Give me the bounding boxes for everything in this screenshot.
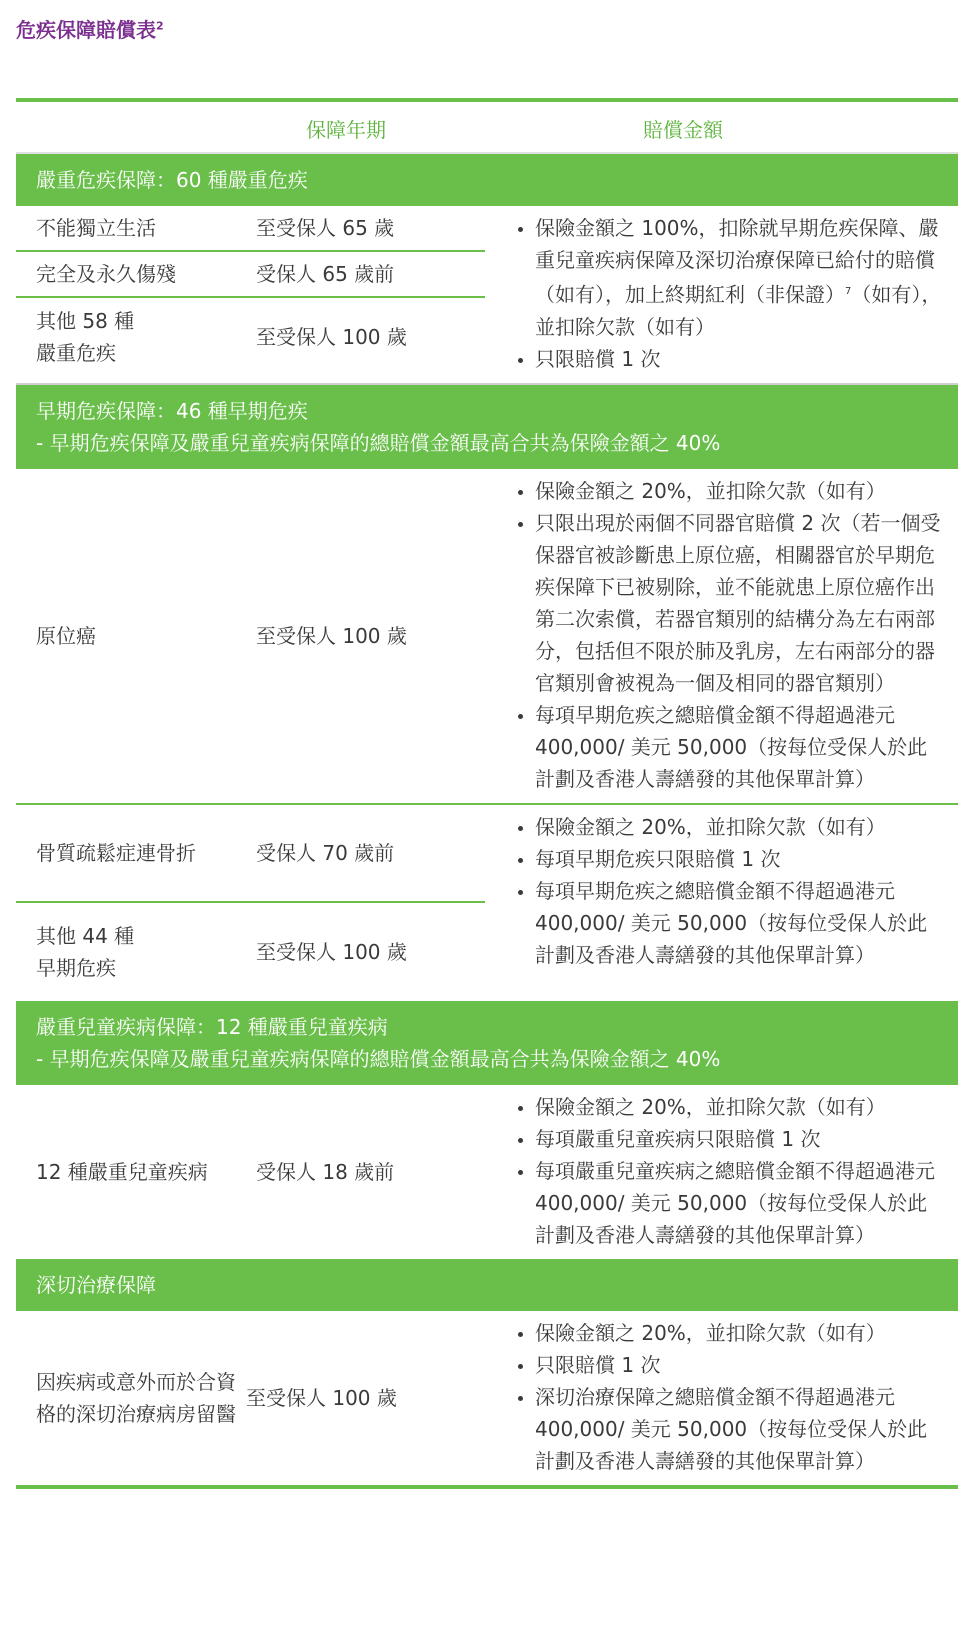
section-major	[16, 206, 958, 385]
major-amount	[485, 206, 958, 383]
row-name: 完全及永久傷殘	[36, 262, 176, 286]
child-amount	[485, 1085, 958, 1259]
early-cis-amount	[485, 469, 958, 803]
list-item: • 只限出現於兩個不同器官賠償 2 次（若一個受保器官被診斷患上原位癌，相關器官於早期危疾保障下已被剔除，並不能就患上原位癌作出第二次索償，若器官類別的結構分為左右兩部分，包括但不限於肺及乳房，左右兩部分的器官類別會被視為一個及相同的器官類別）	[535, 507, 946, 699]
row-name: 因疾病或意外而於合資格的深切治療病房留醫	[36, 1369, 236, 1426]
row-term: 至受保人 100 歲	[256, 939, 407, 964]
row-term: 受保人 18 歲前	[256, 1159, 395, 1184]
list-item: • 每項早期危疾只限賠償 1 次	[535, 843, 946, 875]
section-band-major	[16, 154, 958, 206]
band-text: 嚴重兒童疾病保障：12 種嚴重兒童疾病	[36, 1014, 388, 1039]
row-name: 12 種嚴重兒童疾病	[36, 1159, 208, 1184]
header-amount: 賠償金額	[643, 118, 723, 142]
list-item: • 保險金額之 20%，並扣除欠款（如有）	[535, 475, 946, 507]
icu-rows	[16, 1311, 485, 1485]
section-child	[16, 1085, 958, 1259]
row-term: 受保人 70 歲前	[256, 840, 395, 865]
row-term: 至受保人 65 歲	[256, 216, 395, 240]
major-rows	[16, 206, 485, 383]
row-term: 至受保人 100 歲	[256, 623, 407, 648]
list-item: • 每項早期危疾之總賠償金額不得超過港元 400,000/ 美元 50,000（按每位受保人於此計劃及香港人壽繕發的其他保單計算）	[535, 875, 946, 971]
band-text: 深切治療保障	[36, 1272, 156, 1297]
table-row	[16, 298, 485, 376]
list-item: • 保險金額之 100%，扣除就早期危疾保障、嚴重兒童疾病保障及深切治療保障已給付的賠償（如有），加上終期紅利（非保證）$^7$（如有），並扣除欠款（如有）	[535, 212, 946, 343]
row-term: 至受保人 100 歲	[246, 1385, 397, 1410]
section-band-icu	[16, 1259, 958, 1311]
list-item: • 保險金額之 20%，並扣除欠款（如有）	[535, 1091, 946, 1123]
table-row	[16, 1085, 485, 1259]
table-row	[16, 469, 485, 803]
row-name: 其他 44 種 早期危疾	[36, 923, 135, 980]
table-row	[16, 1311, 485, 1485]
section-band-early	[16, 385, 958, 469]
table-row	[16, 206, 485, 252]
section-icu	[16, 1311, 958, 1489]
section-band-child	[16, 1001, 958, 1085]
row-name: 其他 58 種 嚴重危疾	[36, 309, 135, 365]
row-name: 骨質疏鬆症連骨折	[36, 840, 196, 865]
band-note: - 早期危疾保障及嚴重兒童疾病保障的總賠償金額最高合共為保險金額之 40%	[36, 1046, 721, 1071]
list-item: • 每項嚴重兒童疾病之總賠償金額不得超過港元 400,000/ 美元 50,000（按每位受保人於此計劃及香港人壽繕發的其他保單計算）	[535, 1155, 946, 1251]
row-term: 至受保人 100 歲	[256, 325, 407, 349]
row-term: 受保人 65 歲前	[256, 262, 395, 286]
section-early-cis	[16, 469, 958, 805]
list-item: • 保險金額之 20%，並扣除欠款（如有）	[535, 1317, 946, 1349]
list-item: • 每項嚴重兒童疾病只限賠償 1 次	[535, 1123, 946, 1155]
band-text: 早期危疾保障：46 種早期危疾	[36, 398, 308, 423]
band-note: - 早期危疾保障及嚴重兒童疾病保障的總賠償金額最高合共為保險金額之 40%	[36, 430, 721, 455]
list-item: • 每項早期危疾之總賠償金額不得超過港元 400,000/ 美元 50,000（按每位受保人於此計劃及香港人壽繕發的其他保單計算）	[535, 699, 946, 795]
table-row	[16, 805, 485, 903]
footnote-ref: 7	[845, 286, 852, 297]
row-name: 原位癌	[36, 623, 96, 648]
row-name: 不能獨立生活	[36, 216, 156, 240]
title-footnote: 2	[156, 19, 164, 33]
band-text: 嚴重危疾保障：60 種嚴重危疾	[36, 168, 308, 192]
table-row	[16, 252, 485, 298]
table-header	[16, 102, 958, 154]
section-early-other	[16, 805, 958, 1001]
early-other-amount	[485, 805, 958, 1001]
list-item: • 深切治療保障之總賠償金額不得超過港元 400,000/ 美元 50,000（按每位受保人於此計劃及香港人壽繕發的其他保單計算）	[535, 1381, 946, 1477]
page-title	[16, 14, 164, 43]
child-rows	[16, 1085, 485, 1259]
early-other-rows	[16, 805, 485, 1001]
benefit-table	[16, 98, 958, 1489]
list-item: • 保險金額之 20%，並扣除欠款（如有）	[535, 811, 946, 843]
header-term: 保障年期	[306, 118, 386, 142]
early-cis-rows	[16, 469, 485, 803]
list-item: • 只限賠償 1 次	[535, 343, 946, 375]
icu-amount	[485, 1311, 958, 1485]
list-item: • 只限賠償 1 次	[535, 1349, 946, 1381]
title-text: 危疾保障賠償表	[16, 18, 156, 42]
table-row	[16, 903, 485, 1001]
